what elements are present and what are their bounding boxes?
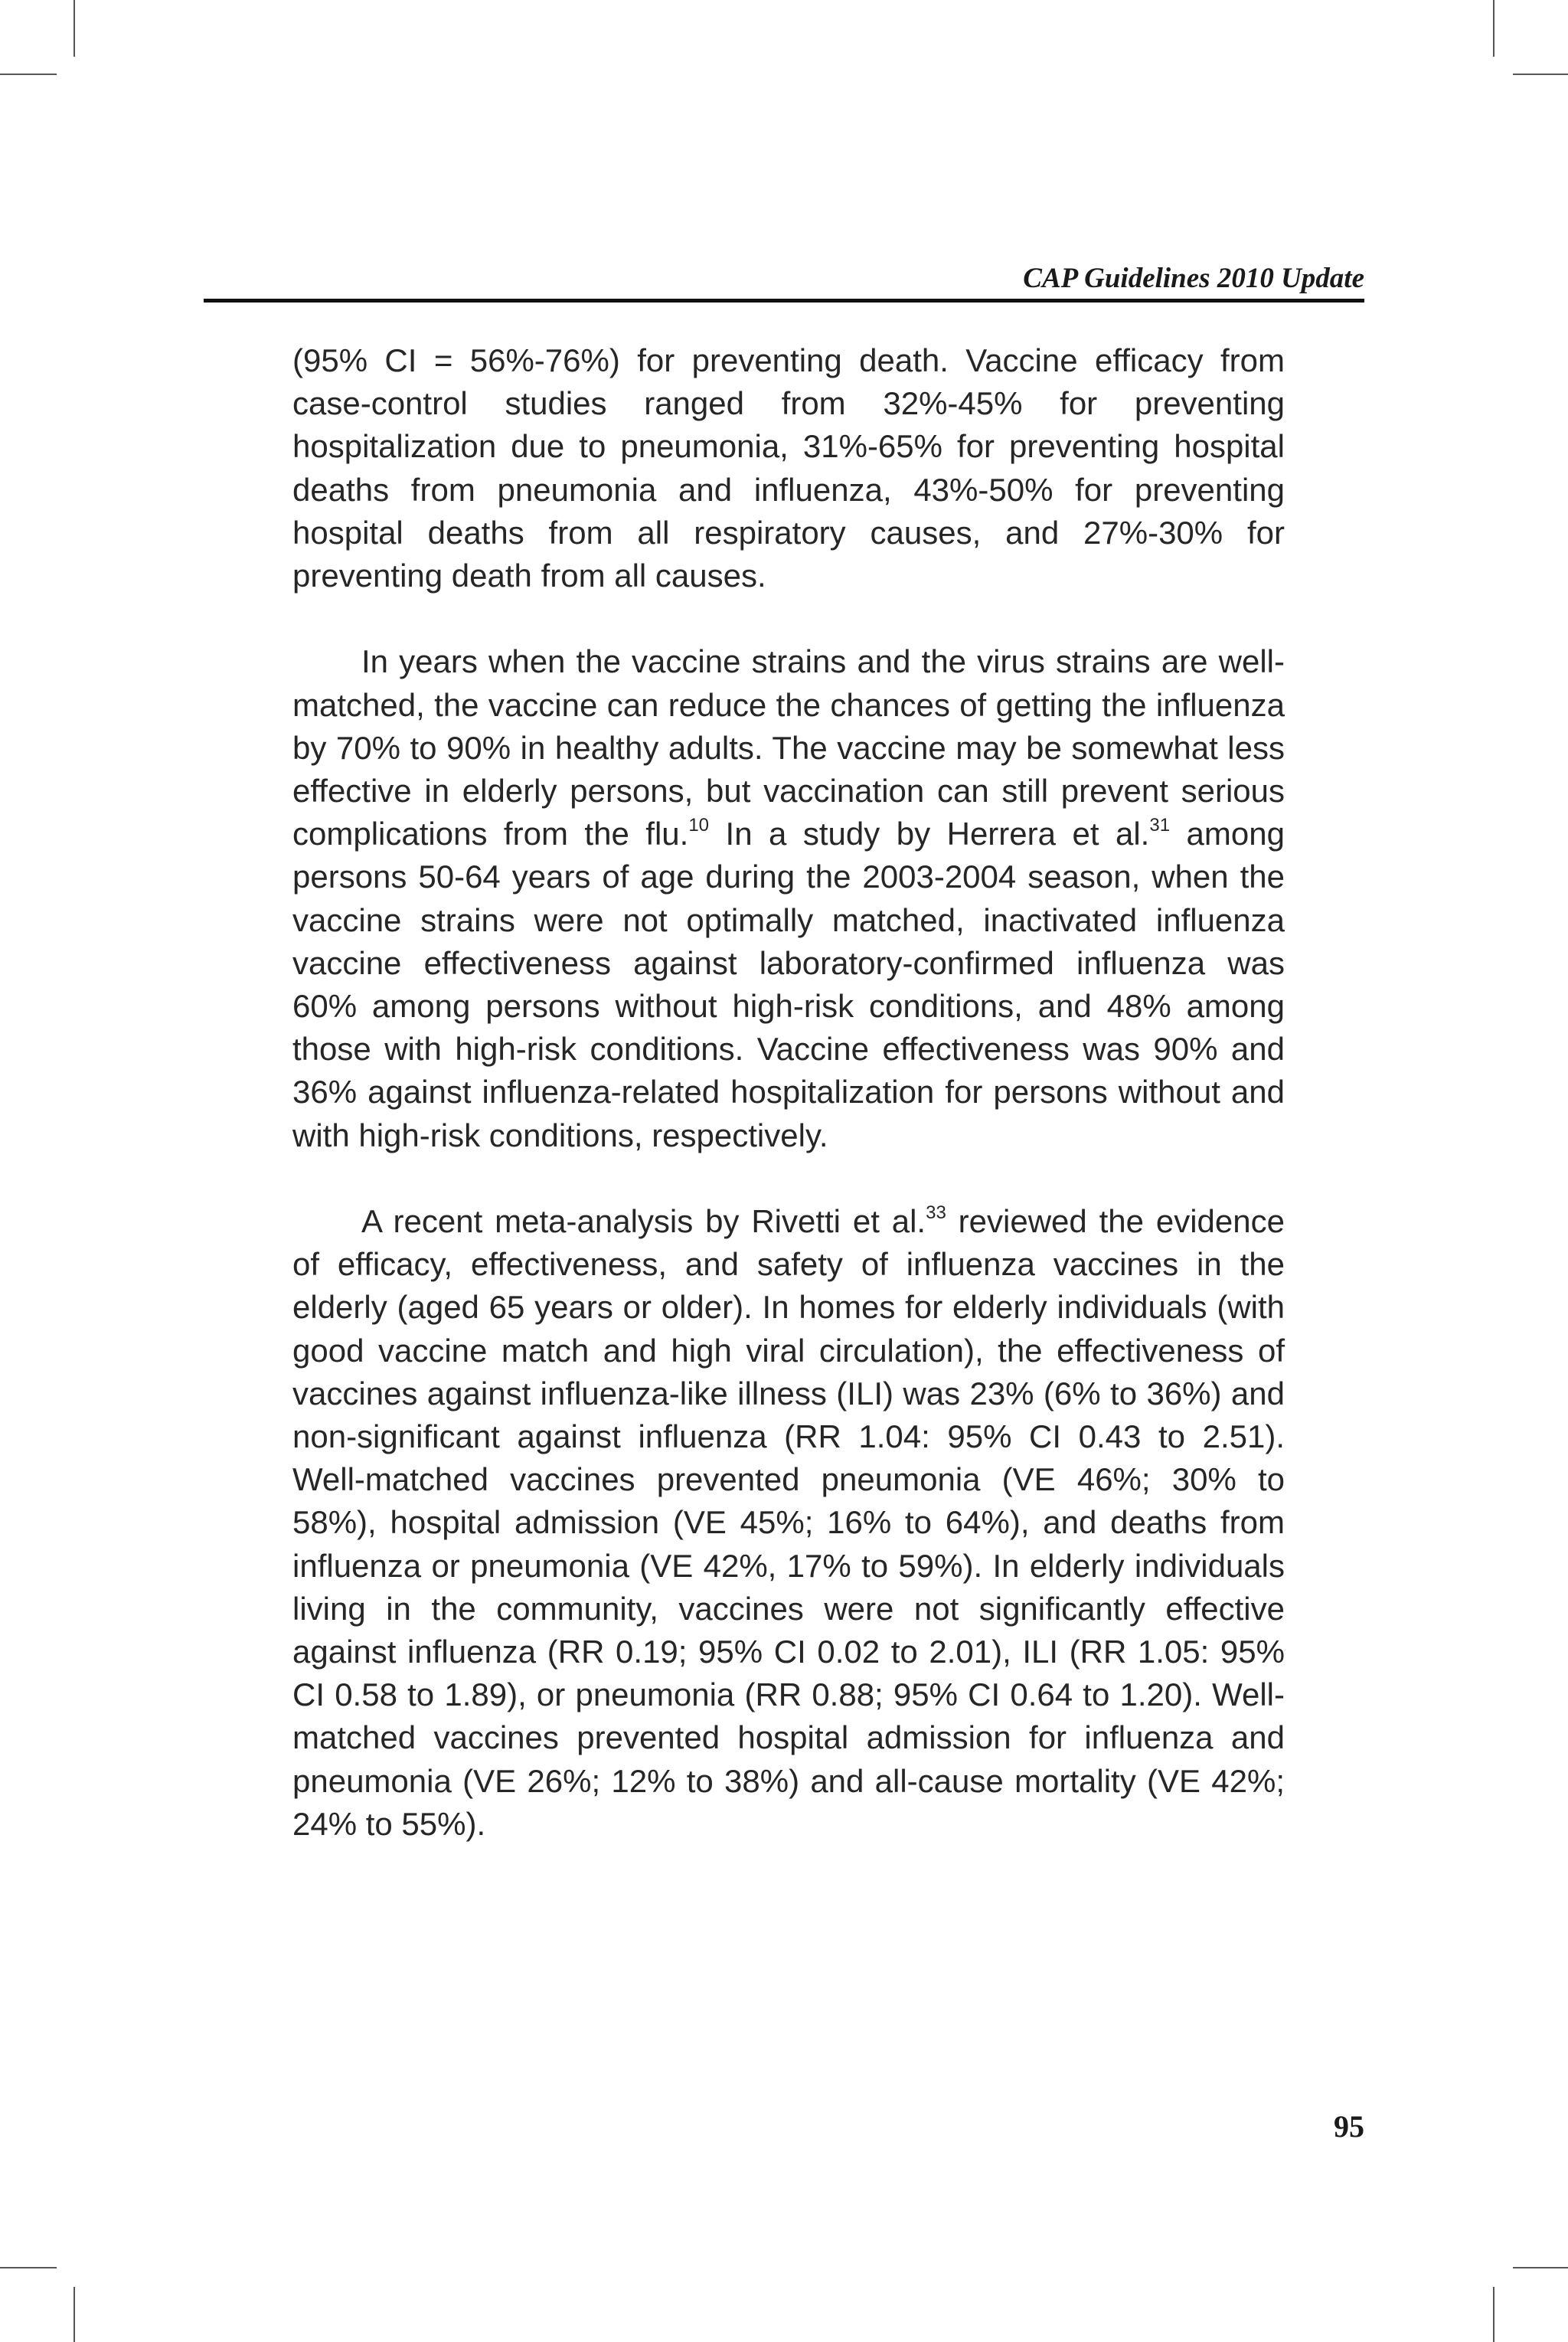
crop-mark-bottom-left-horizontal xyxy=(0,2267,57,2268)
crop-mark-bottom-right-vertical xyxy=(1493,2287,1494,2342)
paragraph-text: (95% CI = 56%-76%) for preventing death. Vaccine efficacy from case-control studies ranged from 32%-45% for preventing hospitalization due to pneumonia, 31%-65% for preventing hospital deaths from pneumonia and influenza, 43%-50% for preventing hospital deaths from all respiratory causes, and 27%-30% for preventing death from all causes. xyxy=(292,342,1285,594)
citation-superscript: 10 xyxy=(688,815,710,836)
paragraph xyxy=(292,640,1285,1156)
crop-mark-top-left-horizontal xyxy=(0,74,57,75)
crop-mark-bottom-right-horizontal xyxy=(1513,2267,1568,2268)
crop-mark-top-right-horizontal xyxy=(1513,74,1568,75)
page-number: 95 xyxy=(1334,2109,1364,2144)
paragraph xyxy=(292,1200,1285,1846)
paragraph-text: reviewed the evidence of efficacy, effectiveness, and safety of influenza vaccines in the elderly (aged 65 years or older). In homes for elderly individuals (with good vaccine match and high viral circulation), the effectiveness of vaccines against influenza-like illness (ILI) was 23% (6% to 36%) and non-significant against influenza (RR 1.04: 95% CI 0.43 to 2.51). Well-matched vaccines prevented pneumonia (VE 46%; 30% to 58%), hospital admission (VE 45%; 16% to 64%), and deaths from influenza or pneumonia (VE 42%, 17% to 59%). In elderly individuals living in the community, vaccines were not significantly effective against influenza (RR 0.19; 95% CI 0.02 to 2.01), ILI (RR 1.05: 95% CI 0.58 to 1.89), or pneumonia (RR 0.88; 95% CI 0.64 to 1.20). Well-matched vaccines prevented hospital admission for influenza and pneumonia (VE 26%; 12% to 38%) and all-cause mortality (VE 42%; 24% to 55%). xyxy=(292,1203,1285,1842)
crop-mark-top-right-vertical xyxy=(1493,0,1494,57)
running-header xyxy=(204,259,1364,303)
paragraph-text: In a study by Herrera et al. xyxy=(709,816,1150,852)
crop-mark-top-left-vertical xyxy=(74,0,75,57)
body-text xyxy=(292,339,1285,1889)
paragraph-text: A recent meta-analysis by Rivetti et al. xyxy=(361,1203,926,1240)
paragraph xyxy=(292,339,1285,597)
paragraph-text: In years when the vaccine strains and the virus strains are well-matched, the vaccine can reduce the chances of getting the influenza by 70% to 90% in healthy adults. The vaccine may be somewhat less effective in elderly persons, but vaccination can still prevent serious complications from the flu. xyxy=(292,643,1285,852)
running-header-title: CAP Guidelines 2010 Update xyxy=(1023,263,1364,294)
crop-mark-bottom-left-vertical xyxy=(74,2287,75,2342)
paragraph-text: among persons 50-64 years of age during the 2003-2004 season, when the vaccine strains were not optimally matched, inactivated influenza vaccine effectiveness against laboratory-confirmed influenza was 60% among persons without high-risk conditions, and 48% among those with high-risk conditions. Vaccine effectiveness was 90% and 36% against influenza-related hospitalization for persons without and with high-risk conditions, respectively. xyxy=(292,816,1285,1153)
citation-superscript: 33 xyxy=(926,1202,946,1224)
citation-superscript: 31 xyxy=(1149,815,1171,836)
